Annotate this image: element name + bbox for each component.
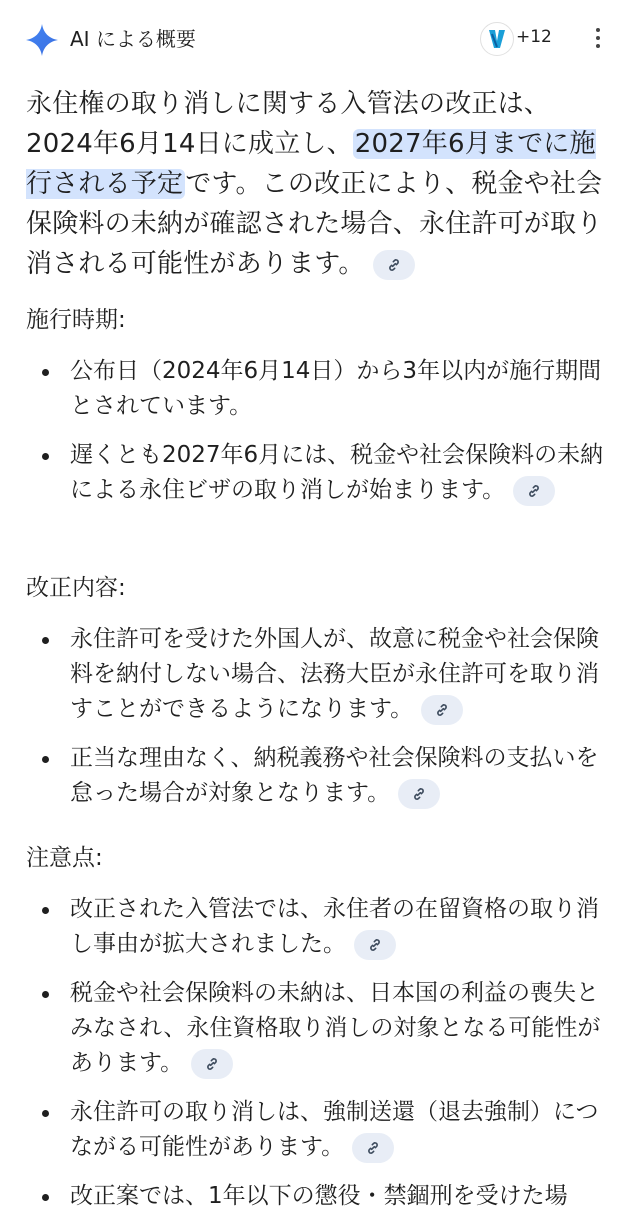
bullet xyxy=(42,907,49,914)
more-vert-icon[interactable] xyxy=(590,26,606,56)
link-icon xyxy=(386,257,402,273)
sources-count[interactable]: +12 xyxy=(516,27,552,47)
list-item: 正当な理由なく、納税義務や社会保険料の支払いを怠った場合が対象となります。 xyxy=(26,741,606,811)
intro-paragraph xyxy=(26,84,616,284)
intro-text-2: です。この改正により、税金や社会保険料の未納が確認された場合、永住許可が取り消される可能性があります。 xyxy=(26,169,603,279)
link-button[interactable] xyxy=(421,695,463,725)
bullet xyxy=(42,1110,49,1117)
bullet xyxy=(42,756,49,763)
section-heading-schedule: 施行時期: xyxy=(26,307,126,333)
link-icon xyxy=(526,483,542,499)
list-content xyxy=(26,622,606,825)
bullet xyxy=(42,991,49,998)
ai-overview-header xyxy=(0,0,630,80)
intro-highlight[interactable]: 2027年6月までに施行される予定 xyxy=(26,129,596,199)
link-button[interactable] xyxy=(352,1133,394,1163)
ai-overview-title: AI による概要 xyxy=(70,27,196,51)
list-item: 遅くとも2027年6月には、税金や社会保険料の未納による永住ビザの取り消しが始まります。 xyxy=(26,438,606,508)
bullet xyxy=(42,369,49,376)
list-item: 公布日（2024年6月14日）から3年以内が施行期間とされています。 xyxy=(26,354,606,424)
gemini-spark-icon xyxy=(24,22,60,58)
link-button[interactable] xyxy=(513,476,555,506)
section-heading-content: 改正内容: xyxy=(26,575,126,601)
list-item: 税金や社会保険料の未納は、日本国の利益の喪失とみなされ、永住資格取り消しの対象となる可能性があります。 xyxy=(26,976,606,1081)
link-icon xyxy=(204,1056,220,1072)
list-notes xyxy=(26,892,606,1228)
link-button[interactable] xyxy=(373,250,415,280)
list-item: 改正案では、1年以下の懲役・禁錮刑を受けた場 xyxy=(26,1179,606,1214)
link-button[interactable] xyxy=(354,930,396,960)
link-icon xyxy=(365,1140,381,1156)
source-logo-icon[interactable] xyxy=(480,22,514,56)
intro-text-1: 永住権の取り消しに関する入管法の改正は、2024年6月14日に成立し、 xyxy=(26,89,551,159)
bullet xyxy=(42,637,49,644)
link-button[interactable] xyxy=(398,779,440,809)
link-icon xyxy=(411,786,427,802)
list-item: 改正された入管法では、永住者の在留資格の取り消し事由が拡大されました。 xyxy=(26,892,606,962)
bullet xyxy=(42,453,49,460)
section-heading-notes: 注意点: xyxy=(26,845,103,871)
list-schedule xyxy=(26,354,606,522)
list-item: 永住許可の取り消しは、強制送還（退去強制）につながる可能性があります。 xyxy=(26,1095,606,1165)
link-icon xyxy=(434,702,450,718)
bullet xyxy=(42,1194,49,1201)
list-item: 永住許可を受けた外国人が、故意に税金や社会保険料を納付しない場合、法務大臣が永住許可を取り消すことができるようになります。 xyxy=(26,622,606,727)
link-button[interactable] xyxy=(191,1049,233,1079)
link-icon xyxy=(367,937,383,953)
